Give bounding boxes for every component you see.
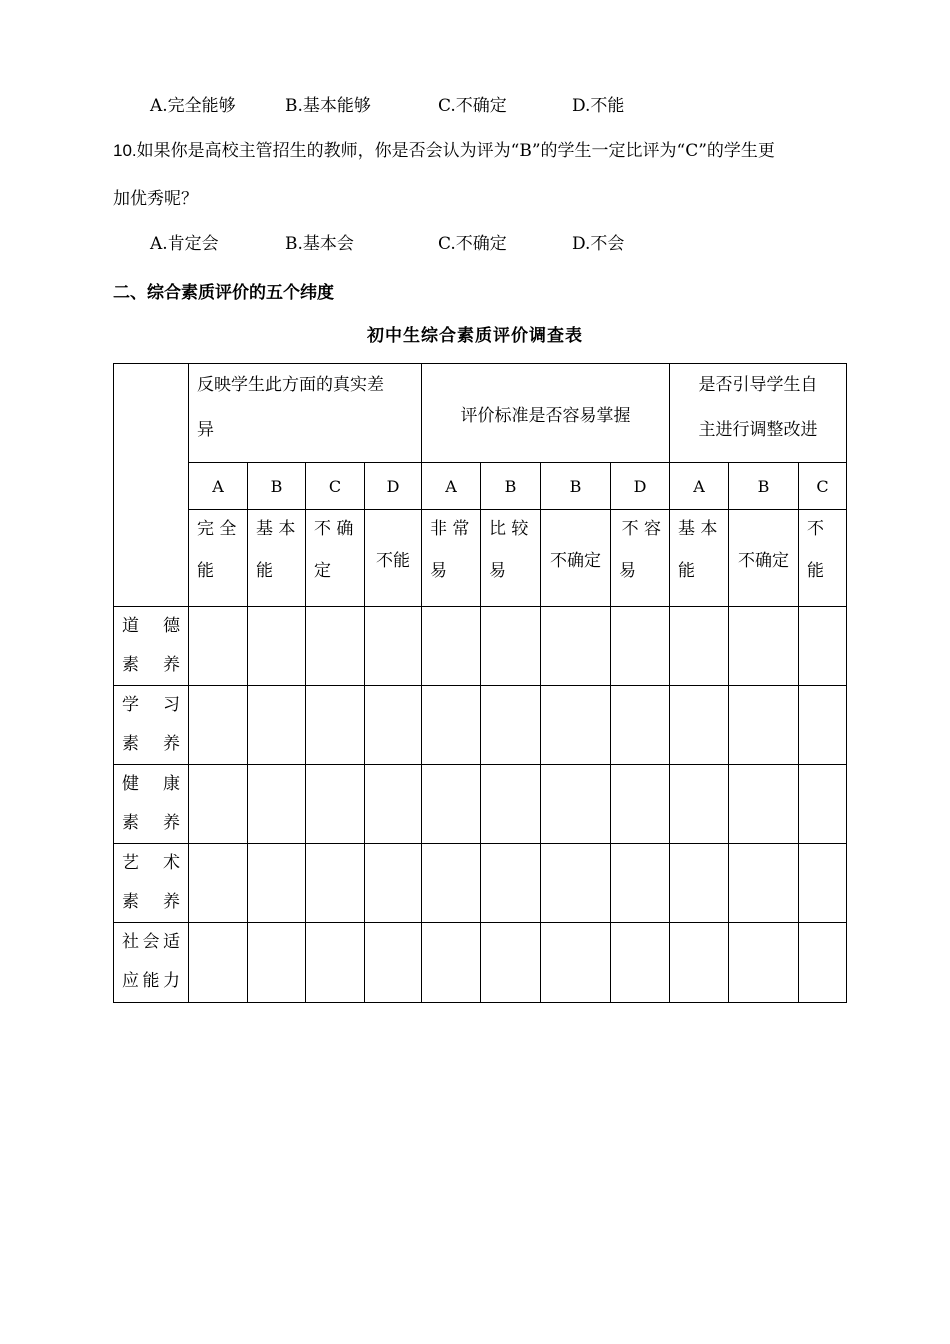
rating-cell[interactable] (541, 844, 611, 923)
letter-cell: B (729, 463, 799, 510)
table-row (114, 607, 847, 686)
rating-cell[interactable] (481, 607, 541, 686)
table-row (114, 844, 847, 923)
desc-cell: 不确定 (729, 510, 799, 607)
rating-cell[interactable] (481, 765, 541, 844)
table-row (114, 686, 847, 765)
group-header-2: 评价标准是否容易掌握 (422, 364, 670, 463)
group-header-3-line1: 是否引导学生自 (698, 375, 818, 395)
table-header-row (114, 364, 847, 463)
description-row (114, 510, 847, 607)
corner-cell (114, 364, 189, 607)
desc-line: 不 确 (314, 519, 354, 539)
row-label-line: 社会适 (122, 932, 180, 952)
letter-cell: D (611, 463, 670, 510)
group-header-3 (670, 364, 847, 463)
rating-cell[interactable] (248, 765, 306, 844)
rating-cell[interactable] (670, 607, 729, 686)
row-label-line: 素 养 (122, 734, 180, 754)
rating-cell[interactable] (729, 923, 799, 1003)
desc-line: 基 本 (678, 519, 718, 539)
row-label-line: 应能力 (122, 971, 180, 991)
rating-cell[interactable] (422, 923, 481, 1003)
desc-cell (799, 510, 847, 607)
rating-cell[interactable] (481, 844, 541, 923)
row-label-line: 健 康 (122, 774, 180, 794)
rating-cell[interactable] (611, 607, 670, 686)
row-label (114, 686, 189, 765)
rating-cell[interactable] (248, 923, 306, 1003)
desc-line: 完 全 (197, 519, 237, 539)
rating-cell[interactable] (306, 765, 365, 844)
desc-line: 能 (807, 561, 824, 581)
rating-cell[interactable] (189, 765, 248, 844)
rating-cell[interactable] (729, 686, 799, 765)
rating-cell[interactable] (729, 765, 799, 844)
rating-cell[interactable] (306, 686, 365, 765)
desc-cell: 不能 (365, 510, 422, 607)
desc-cell (611, 510, 670, 607)
row-label-line: 艺 术 (122, 853, 180, 873)
rating-cell[interactable] (306, 607, 365, 686)
rating-cell[interactable] (365, 844, 422, 923)
letter-cell: A (670, 463, 729, 510)
row-label-line: 素 养 (122, 655, 180, 675)
desc-line: 比 较 (489, 519, 529, 539)
q10-line1 (113, 139, 775, 163)
desc-cell (189, 510, 248, 607)
rating-cell[interactable] (670, 923, 729, 1003)
table-row (114, 923, 847, 1003)
rating-cell[interactable] (365, 765, 422, 844)
rating-cell[interactable] (481, 686, 541, 765)
rating-cell[interactable] (248, 844, 306, 923)
rating-cell[interactable] (611, 923, 670, 1003)
rating-cell[interactable] (799, 923, 847, 1003)
desc-line: 不 容 (621, 519, 661, 539)
group-header-1-line1: 反映学生此方面的真实差 (197, 375, 384, 395)
rating-cell[interactable] (306, 844, 365, 923)
letter-cell: C (306, 463, 365, 510)
desc-line: 不 (807, 519, 824, 539)
desc-line: 易 (619, 561, 636, 581)
rating-cell[interactable] (670, 686, 729, 765)
q10-option-c: C.不确定 (438, 234, 507, 254)
rating-cell[interactable] (541, 607, 611, 686)
letter-cell: B (248, 463, 306, 510)
row-label-line: 素 养 (122, 813, 180, 833)
rating-cell[interactable] (422, 844, 481, 923)
letter-cell: A (189, 463, 248, 510)
rating-cell[interactable] (189, 844, 248, 923)
q10-number: 10. (113, 141, 137, 160)
q9-option-d: D.不能 (572, 96, 625, 116)
desc-cell (481, 510, 541, 607)
rating-cell[interactable] (189, 607, 248, 686)
rating-cell[interactable] (611, 765, 670, 844)
rating-cell[interactable] (541, 686, 611, 765)
letter-cell: C (799, 463, 847, 510)
row-label (114, 607, 189, 686)
group-header-1-line2: 异 (197, 420, 214, 440)
rating-cell[interactable] (248, 607, 306, 686)
rating-cell[interactable] (541, 765, 611, 844)
letter-row (114, 463, 847, 510)
rating-cell[interactable] (422, 765, 481, 844)
rating-cell[interactable] (799, 844, 847, 923)
q9-option-a: A.完全能够 (150, 96, 236, 116)
q10-option-b: B.基本会 (285, 234, 354, 254)
q10-option-a: A.肯定会 (150, 234, 219, 254)
row-label (114, 844, 189, 923)
desc-line: 非 常 (430, 519, 470, 539)
rating-cell[interactable] (365, 686, 422, 765)
row-label-line: 道 德 (122, 616, 180, 636)
rating-cell[interactable] (541, 923, 611, 1003)
rating-cell[interactable] (611, 844, 670, 923)
desc-cell (422, 510, 481, 607)
desc-cell: 不确定 (541, 510, 611, 607)
letter-cell: D (365, 463, 422, 510)
desc-line: 易 (489, 561, 506, 581)
row-label-line: 学 习 (122, 695, 180, 715)
letter-cell: A (422, 463, 481, 510)
rating-cell[interactable] (799, 765, 847, 844)
q9-option-b: B.基本能够 (285, 96, 371, 116)
rating-cell[interactable] (248, 686, 306, 765)
desc-cell (670, 510, 729, 607)
survey-table (113, 363, 847, 1003)
row-label-line: 素 养 (122, 892, 180, 912)
section-title: 二、综合素质评价的五个纬度 (113, 283, 334, 303)
table-title: 初中生综合素质评价调查表 (367, 326, 583, 346)
rating-cell[interactable] (365, 923, 422, 1003)
q10-line2: 加优秀呢？ (113, 189, 198, 209)
desc-line: 能 (678, 561, 695, 581)
rating-cell[interactable] (365, 607, 422, 686)
desc-line: 易 (430, 561, 447, 581)
rating-cell[interactable] (670, 844, 729, 923)
row-label (114, 923, 189, 1003)
letter-cell: B (541, 463, 611, 510)
table-row (114, 765, 847, 844)
group-header-1 (189, 364, 422, 463)
rating-cell[interactable] (189, 923, 248, 1003)
rating-cell[interactable] (306, 923, 365, 1003)
desc-line: 定 (314, 561, 331, 581)
rating-cell[interactable] (189, 686, 248, 765)
q9-option-c: C.不确定 (438, 96, 507, 116)
group-header-3-line2: 主进行调整改进 (698, 420, 818, 440)
rating-cell[interactable] (670, 765, 729, 844)
letter-cell: B (481, 463, 541, 510)
desc-cell (248, 510, 306, 607)
q10-text-line1: 如果你是高校主管招生的教师，你是否会认为评为“B”的学生一定比评为“C”的学生更 (136, 141, 775, 161)
rating-cell[interactable] (611, 686, 670, 765)
rating-cell[interactable] (729, 844, 799, 923)
rating-cell[interactable] (799, 686, 847, 765)
desc-line: 能 (256, 561, 273, 581)
rating-cell[interactable] (422, 686, 481, 765)
rating-cell[interactable] (422, 607, 481, 686)
desc-line: 基 本 (256, 519, 296, 539)
q10-option-d: D.不会 (572, 234, 625, 254)
rating-cell[interactable] (481, 923, 541, 1003)
rating-cell[interactable] (799, 607, 847, 686)
rating-cell[interactable] (729, 607, 799, 686)
row-label (114, 765, 189, 844)
desc-cell (306, 510, 365, 607)
desc-line: 能 (197, 561, 214, 581)
